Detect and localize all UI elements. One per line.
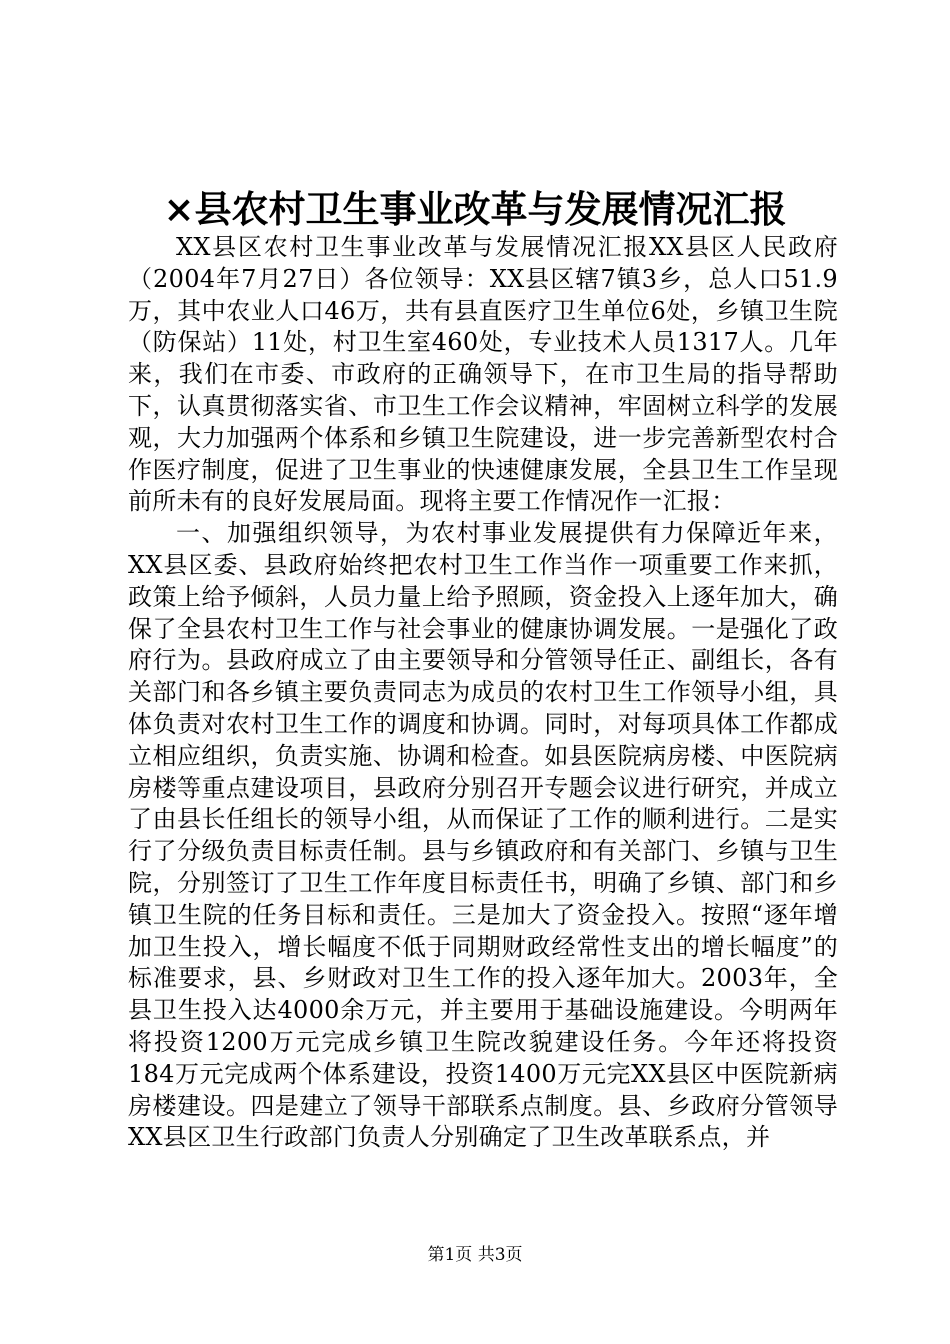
- document-body: [128, 232, 838, 1154]
- body-paragraph-intro: XX县区农村卫生事业改革与发展情况汇报XX县区人民政府（2004年7月27日）各位领导：XX县区辖7镇3乡，总人口51.9万，其中农业人口46万，共有县直医疗卫生单位6处，乡镇卫生院（防保站）11处，村卫生室460处，专业技术人员1317人。几年来，我们在市委、市政府的正确领导下，在市卫生局的指导帮助下，认真贯彻落实省、市卫生工作会议精神，牢固树立科学的发展观，大力加强两个体系和乡镇卫生院建设，进一步完善新型农村合作医疗制度，促进了卫生事业的快速健康发展，全县卫生工作呈现前所未有的良好发展局面。现将主要工作情况作一汇报：: [128, 233, 838, 516]
- body-paragraph-section-1: 一、加强组织领导，为农村事业发展提供有力保障近年来，XX县区委、县政府始终把农村卫生工作当作一项重要工作来抓，政策上给予倾斜，人员力量上给予照顾，资金投入上逐年加大，确保了全县农村卫生工作与社会事业的健康协调发展。一是强化了政府行为。县政府成立了由主要领导和分管领导任正、副组长，各有关部门和各乡镇主要负责同志为成员的农村卫生工作领导小组，具体负责对农村卫生工作的调度和协调。同时，对每项具体工作都成立相应组织，负责实施、协调和检查。如县医院病房楼、中医院病房楼等重点建设项目，县政府分别召开专题会议进行研究，并成立了由县长任组长的领导小组，从而保证了工作的顺利进行。二是实行了分级负责目标责任制。县与乡镇政府和有关部门、乡镇与卫生院，分别签订了卫生工作年度目标责任书，明确了乡镇、部门和乡镇卫生院的任务目标和责任。三是加大了资金投入。按照“逐年增加卫生投入，增长幅度不低于同期财政经常性支出的增长幅度”的标准要求，县、乡财政对卫生工作的投入逐年加大。2003年，全县卫生投入达4000余万元，并主要用于基础设施建设。今明两年将投资1200万元完成乡镇卫生院改貌建设任务。今年还将投资184万元完成两个体系建设，投资1400万元完XX县区中医院新病房楼建设。四是建立了领导干部联系点制度。县、乡政府分管领导XX县区卫生行政部门负责人分别确定了卫生改革联系点，并: [128, 519, 838, 1152]
- page-footer: 第1页 共3页: [427, 1245, 523, 1265]
- document-title: ×县农村卫生事业改革与发展情况汇报: [163, 187, 787, 231]
